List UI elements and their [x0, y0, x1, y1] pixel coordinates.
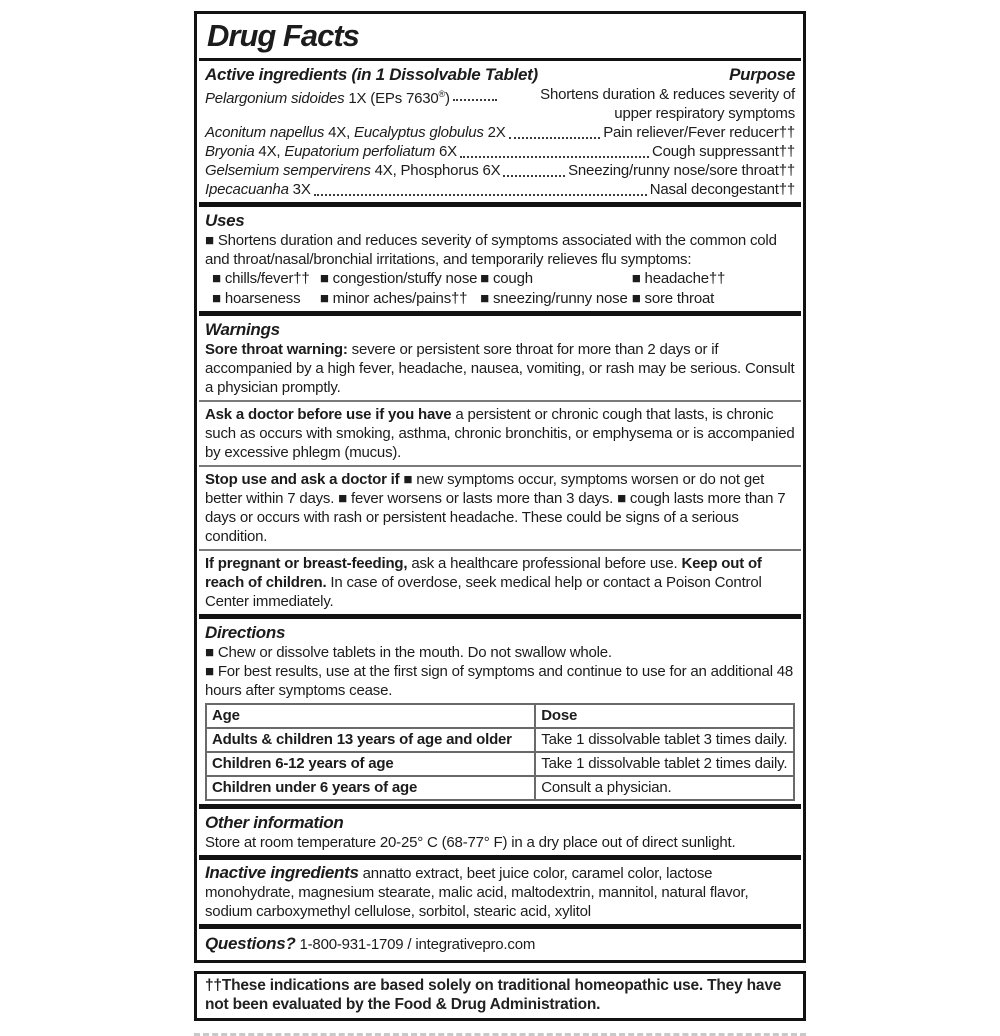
- warning-text: a persistent or chronic cough that lasts, is chronic such as occurs with smoking, asthma, chronic bronchitis, or emphysema or is accompanied by excessive phlegm (mucus).: [205, 406, 795, 461]
- direction-item: ■ For best results, use at the first sign of symptoms and continue to use for an additional 48 hours after symptoms cease.: [205, 663, 794, 699]
- ingredient-latin-name: Bryonia: [205, 143, 255, 160]
- ingredient-name: [205, 123, 506, 142]
- drug-facts-box: [194, 11, 806, 963]
- ingredient-potency: 4X,: [324, 124, 355, 141]
- warning-sore-throat: [205, 340, 795, 397]
- uses-title: Uses: [205, 211, 245, 230]
- symptom-item: ■ cough: [480, 270, 533, 287]
- active-ingredients-heading: Active ingredients (in 1 Dissolvable Tablet): [205, 65, 538, 84]
- symptom-item: ■ congestion/stuffy nose: [319, 270, 478, 287]
- inactive-ingredients-title: Inactive ingredients: [205, 863, 359, 882]
- warning-divider: [199, 549, 801, 551]
- warning-lead-in: Stop use and ask a doctor if: [205, 471, 400, 488]
- drug-facts-title: Drug Facts: [207, 18, 359, 53]
- ingredient-purpose: Nasal decongestant††: [649, 181, 795, 198]
- warning-divider: [199, 465, 801, 467]
- questions-label: Questions?: [205, 934, 296, 953]
- registered-mark: ®: [438, 89, 445, 99]
- dosing-table: [205, 703, 795, 801]
- ingredient-latin-name: Gelsemium sempervirens: [205, 162, 371, 179]
- dot-leader: [460, 142, 649, 158]
- ingredient-potency: 4X,: [254, 143, 285, 160]
- ingredient-name: [205, 161, 500, 180]
- ingredient-name: [205, 180, 311, 199]
- ingredient-potency-close: ): [444, 90, 450, 107]
- table-row: [206, 752, 794, 776]
- warning-lead-in: Ask a doctor before use if you have: [205, 406, 452, 423]
- section-divider: [199, 614, 801, 619]
- table-row: [206, 776, 794, 800]
- symptom-item: ■ headache††: [631, 270, 726, 287]
- other-information-title: Other information: [205, 813, 344, 832]
- symptom-item: ■ sneezing/runny nose: [480, 289, 628, 307]
- ingredient-latin-name: Aconitum napellus: [205, 124, 325, 141]
- ingredient-latin-name: Ipecacuanha: [205, 181, 289, 198]
- ingredient-latin-name: Eucalyptus globulus: [354, 124, 484, 141]
- warning-lead-in: Sore throat warning:: [205, 341, 348, 358]
- directions-title: Directions: [205, 623, 286, 642]
- ingredient-potency: 4X, Phosphorus 6X: [370, 162, 501, 179]
- warning-lead-in: If pregnant or breast-feeding,: [205, 555, 408, 572]
- ingredient-purpose: Shortens duration & reduces severity of upper respiratory symptoms: [540, 86, 795, 122]
- ingredient-row: [205, 180, 795, 199]
- section-divider: [199, 804, 801, 809]
- active-ingredients-list: [205, 85, 795, 199]
- purpose-heading: Purpose: [729, 65, 795, 84]
- ingredient-row: [205, 123, 795, 142]
- table-row: [206, 728, 794, 752]
- title-rule: [199, 58, 801, 61]
- dot-leader: [509, 123, 601, 139]
- ingredient-latin-name: Eupatorium perfoliatum: [284, 143, 436, 160]
- dose-column-header: Dose: [535, 704, 794, 728]
- symptom-grid: [205, 269, 795, 308]
- age-column-header: Age: [206, 704, 535, 728]
- ingredient-row: [205, 142, 795, 161]
- age-cell: Adults & children 13 years of age and older: [206, 728, 535, 752]
- warning-lead-in: Keep out of reach of children.: [205, 555, 762, 591]
- warnings-section: [205, 319, 795, 611]
- warning-pregnancy: [205, 554, 795, 611]
- ingredient-row: [205, 85, 795, 123]
- symptom-item: ■ sore throat: [631, 289, 715, 307]
- questions-section: [205, 932, 795, 955]
- section-divider: [199, 311, 801, 316]
- symptom-item: ■ chills/fever††: [212, 270, 310, 287]
- warning-text: ask a healthcare professional before use.: [407, 555, 682, 572]
- ingredient-name: [205, 142, 457, 161]
- ingredient-name: [205, 85, 450, 108]
- dose-cell: Take 1 dissolvable tablet 3 times daily.: [535, 728, 794, 752]
- homeopathic-disclaimer-text: ††These indications are based solely on traditional homeopathic use. They have not been evaluated by the Food & Drug Administration.: [205, 977, 782, 1013]
- dot-leader: [503, 161, 565, 177]
- warnings-title: Warnings: [205, 320, 280, 339]
- direction-item: ■ Chew or dissolve tablets in the mouth. Do not swallow whole.: [205, 644, 612, 661]
- warning-text: severe or persistent sore throat for more than 2 days or if accompanied by a high fever, headache, nausea, vomiting, or rash may be serious. Consult a physician promptly.: [205, 341, 795, 396]
- questions-contact: 1-800-931-1709 / integrativepro.com: [295, 936, 536, 953]
- section-divider: [199, 202, 801, 207]
- warning-stop-use: [205, 470, 795, 546]
- dose-cell: Take 1 dissolvable tablet 2 times daily.: [535, 752, 794, 776]
- ingredient-purpose: Pain reliever/Fever reducer††: [603, 124, 795, 141]
- storage-instructions: Store at room temperature 20-25° C (68-77° F) in a dry place out of direct sunlight.: [205, 834, 736, 851]
- uses-section: [205, 210, 795, 308]
- warning-text: ■ new symptoms occur, symptoms worsen or do not get better within 7 days. ■ fever worsens or lasts more than 3 days. ■ cough lasts more than 7 days or occurs with rash or persistent headache. These could be signs of a serious condition.: [205, 471, 786, 545]
- age-cell: Children under 6 years of age: [206, 776, 535, 800]
- ingredient-potency: 3X: [288, 181, 311, 198]
- table-header-row: [206, 704, 794, 728]
- warning-text: In case of overdose, seek medical help or contact a Poison Control Center immediately.: [205, 574, 762, 610]
- directions-section: [205, 622, 795, 801]
- inactive-ingredients-list: annatto extract, beet juice color, caramel color, lactose monohydrate, magnesium stearate, malic acid, maltodextrin, mannitol, natural flavor, sodium carboxymethyl cellulose, sorbitol, stearic acid, xylitol: [205, 865, 749, 920]
- warning-divider: [199, 400, 801, 402]
- ingredient-purpose: Cough suppressant††: [652, 143, 795, 160]
- inactive-ingredients-section: [205, 863, 795, 921]
- section-divider: [199, 855, 801, 860]
- warning-ask-doctor: [205, 405, 795, 462]
- other-information-section: [205, 812, 795, 852]
- ingredient-potency: 2X: [483, 124, 506, 141]
- symptom-item: ■ minor aches/pains††: [319, 289, 468, 307]
- ingredient-latin-name: Pelargonium sidoides: [205, 90, 345, 107]
- symptom-item: ■ hoarseness: [212, 289, 301, 307]
- ingredient-potency: 6X: [435, 143, 457, 160]
- section-divider: [199, 924, 801, 929]
- uses-intro: ■ Shortens duration and reduces severity of symptoms associated with the common cold and throat/nasal/bronchial irritations, and temporarily relieves flu symptoms:: [205, 232, 777, 268]
- ingredient-potency: 1X (EPs 7630: [344, 90, 439, 107]
- age-cell: Children 6-12 years of age: [206, 752, 535, 776]
- ingredient-row: [205, 161, 795, 180]
- dot-leader: [314, 180, 647, 196]
- active-ingredients-header: [205, 64, 795, 85]
- homeopathic-disclaimer-box: [194, 971, 806, 1021]
- ingredient-purpose: Sneezing/runny nose/sore throat††: [568, 162, 795, 179]
- dot-leader: [453, 85, 497, 101]
- drug-facts-label: [194, 0, 806, 1036]
- dose-cell: Consult a physician.: [535, 776, 794, 800]
